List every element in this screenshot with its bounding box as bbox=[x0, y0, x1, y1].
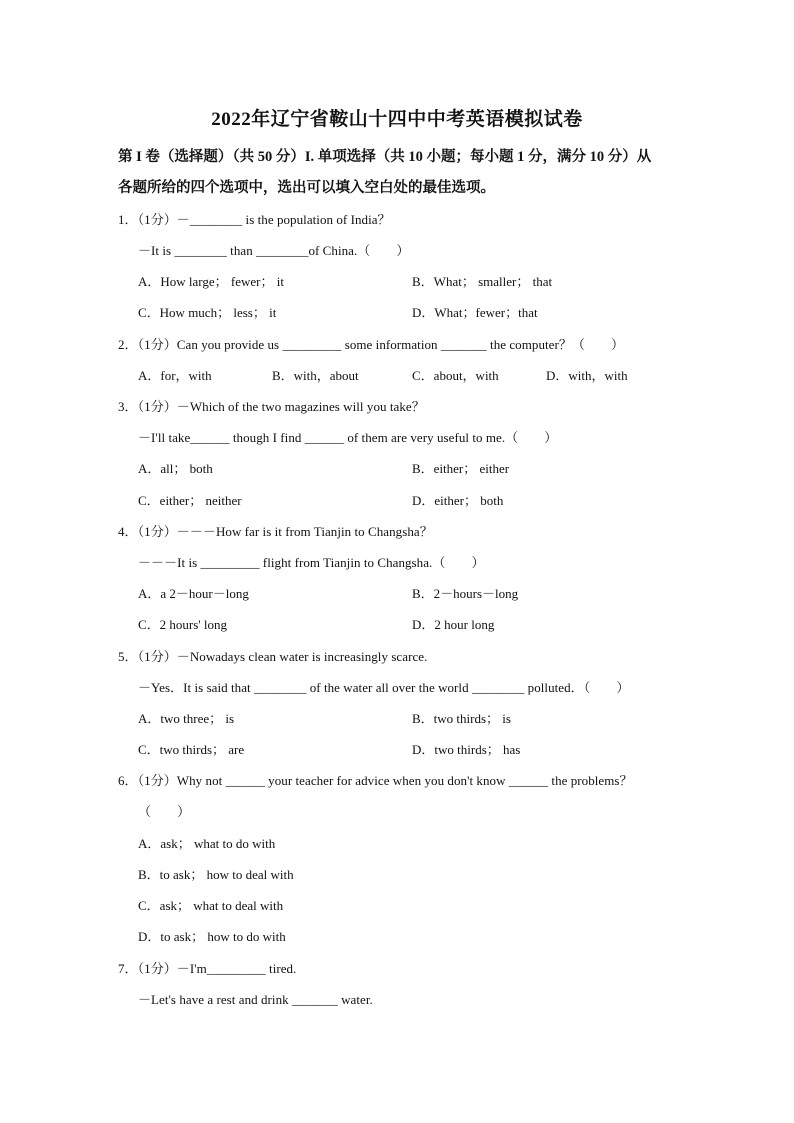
question-4-stem: 4．（1分）－－－How far is it from Tianjin to Changsha？ bbox=[118, 524, 433, 539]
question-2-option-c[interactable]: C．about，with bbox=[412, 368, 499, 383]
section-header-line1: 第 I 卷（选择题）（共 50 分）I. 单项选择（共 10 小题；每小题 1 分，满分 10 分）从 bbox=[118, 149, 652, 165]
question-1-option-d[interactable]: D．What；fewer；that bbox=[412, 305, 538, 320]
question-1-option-b[interactable]: B．What； smaller； that bbox=[412, 274, 553, 289]
question-6-stem: 6．（1分）Why not ______ your teacher for advice when you don't know ______ the problems？ bbox=[118, 773, 633, 788]
question-3-option-c[interactable]: C．either； neither bbox=[138, 493, 242, 508]
question-6-option-a[interactable]: A．ask； what to do with bbox=[138, 836, 276, 851]
question-4-stem-reply: －－－It is _________ flight from Tianjin to Changsha.（ ） bbox=[138, 555, 485, 570]
question-1-stem: 1．（1分）－________ is the population of India？ bbox=[118, 212, 391, 227]
question-3-option-b[interactable]: B．either； either bbox=[412, 461, 510, 476]
question-3-option-a[interactable]: A．all； both bbox=[138, 461, 213, 476]
question-4-option-d[interactable]: D．2 hour long bbox=[412, 617, 495, 632]
question-4-option-a[interactable]: A．a 2－hour－long bbox=[138, 586, 249, 601]
question-4-option-b[interactable]: B．2－hours－long bbox=[412, 586, 519, 601]
question-5-option-a[interactable]: A．two three； is bbox=[138, 711, 235, 726]
question-2-option-b[interactable]: B．with，about bbox=[272, 368, 359, 383]
question-7-stem: 7．（1分）－I'm_________ tired. bbox=[118, 961, 297, 976]
question-5-stem: 5．（1分）－Nowadays clean water is increasingly scarce. bbox=[118, 649, 428, 664]
question-5-option-c[interactable]: C．two thirds； are bbox=[138, 742, 245, 757]
question-5-option-b[interactable]: B．two thirds； is bbox=[412, 711, 511, 726]
question-1-stem-reply: －It is ________ than ________of China.（ ） bbox=[138, 243, 410, 258]
question-6-option-d[interactable]: D．to ask； how to do with bbox=[138, 929, 286, 944]
question-4-option-c[interactable]: C．2 hours' long bbox=[138, 617, 228, 632]
question-1-option-c[interactable]: C．How much； less； it bbox=[138, 305, 277, 320]
question-2-option-d[interactable]: D．with，with bbox=[546, 368, 628, 383]
question-7-stem-reply: －Let's have a rest and drink _______ water. bbox=[138, 992, 373, 1007]
question-3-stem-reply: －I'll take______ though I find ______ of them are very useful to me.（ ） bbox=[138, 430, 558, 445]
question-3-option-d[interactable]: D．either； both bbox=[412, 493, 504, 508]
question-6-option-c[interactable]: C．ask； what to deal with bbox=[138, 898, 284, 913]
question-1-option-a[interactable]: A．How large； fewer； it bbox=[138, 274, 284, 289]
section-header-line2: 各题所给的四个选项中，选出可以填入空白处的最佳选项。 bbox=[118, 180, 495, 196]
question-2-stem: 2．（1分）Can you provide us _________ some information _______ the computer？（ ） bbox=[118, 337, 625, 352]
question-6-option-b[interactable]: B．to ask； how to deal with bbox=[138, 867, 294, 882]
question-5-stem-reply: －Yes．It is said that ________ of the water all over the world ________ polluted．（ ） bbox=[138, 680, 630, 695]
question-2-option-a[interactable]: A．for，with bbox=[138, 368, 212, 383]
question-5-option-d[interactable]: D．two thirds； has bbox=[412, 742, 521, 757]
exam-title: 2022年辽宁省鞍山十四中中考英语模拟试卷 bbox=[211, 109, 583, 130]
question-3-stem: 3．（1分）－Which of the two magazines will you take？ bbox=[118, 399, 425, 414]
question-6-answer-bracket: （ ） bbox=[138, 804, 191, 819]
